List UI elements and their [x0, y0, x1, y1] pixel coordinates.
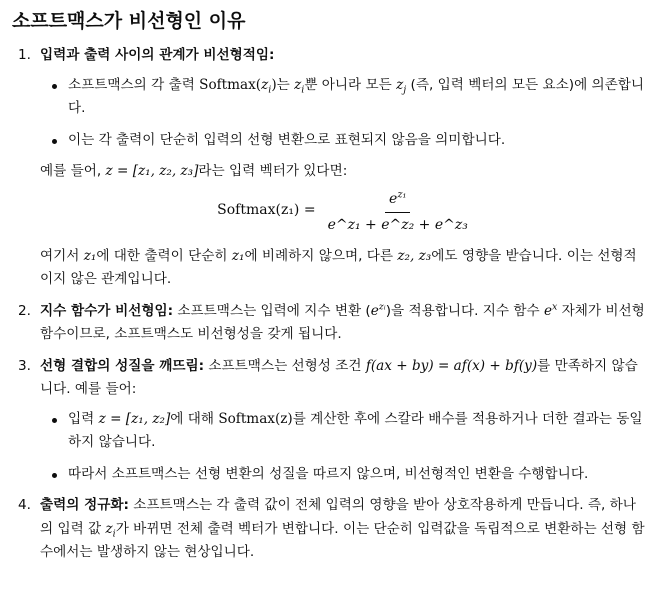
- bullet-item: 이는 각 출력이 단순히 입력의 선형 변환으로 표현되지 않음을 의미합니다.: [40, 129, 649, 153]
- bullet-item: 따라서 소프트맥스는 선형 변환의 성질을 따르지 않으며, 비선형적인 변환을 수행합니다.: [40, 463, 649, 487]
- reason-item-2: 2. 지수 함수가 비선형임: 소프트맥스는 입력에 지수 변환 $(e^{zᵢ})$을 적용합니다. 지수 함수 $e^x$ 자체가 비선형 함수이므로, 소프트맥스도 비선형성을 갖게 됩니다.: [18, 300, 645, 342]
- bullet-dot-icon: [52, 139, 57, 144]
- item-number: 4.: [18, 497, 31, 513]
- item-number: 2.: [18, 302, 31, 319]
- equation-lhs: Softmax(z₁) =: [217, 202, 316, 219]
- explanation-text: 여기서 z₁에 대한 출력이 단순히 z₁에 비례하지 않으며, 다른 z₂, z₃에도 영향을 받습니다. 이는 선형적이지 않은 관계입니다.: [40, 247, 637, 287]
- bullet-dot-icon: [52, 473, 57, 478]
- equation-numerator: $e^{z_1}$: [385, 188, 410, 213]
- bullet-list: [40, 74, 649, 153]
- item-number: 1.: [18, 47, 31, 63]
- equation-fraction: [324, 188, 472, 235]
- bullet-dot-icon: [52, 418, 57, 423]
- item-heading: 출력의 정규화:: [40, 497, 129, 513]
- bullet-list: [40, 408, 649, 487]
- reason-item-1: [12, 44, 649, 292]
- item-heading: 지수 함수가 비선형임:: [40, 302, 174, 319]
- example-text: 예를 들어, z = [z₁, z₂, z₃]라는 입력 벡터가 있다면:: [40, 163, 348, 179]
- equation-denominator: e^z₁ + e^z₂ + e^z₃: [327, 216, 468, 233]
- item-number: 3.: [18, 357, 31, 374]
- item-heading: 입력과 출력 사이의 관계가 비선형적임:: [40, 47, 275, 63]
- softmax-equation: [40, 188, 649, 235]
- bullet-dot-icon: [52, 84, 57, 89]
- reason-item-3: 3. 선형 결합의 성질을 깨뜨림: 소프트맥스는 선형성 조건 f(ax + by) = af(x) + bf(y)를 만족하지 않습니다. 예를 들어: 입력 z = [z₁, z₂]에 대해 Softmax(z)를 계산한 후에 스칼라 배수를 적용하거나 더한 결과는 동일하지 않습니다. 따라서 소프트맥스는 선형 변환의 성질을 따르지 않으며, 비선형적인 변환을 수행합니다.: [12, 355, 649, 487]
- reason-item-4: 4. 출력의 정규화: 소프트맥스는 각 출력 값이 전체 입력의 영향을 받아 상호작용하게 만듭니다. 즉, 하나의 입력 값 $z_i$가 바뀌면 전체 출력 벡터가 변합니다. 이는 단순히 입력값을 독립적으로 변환하는 선형 함수에서는 발생하지 않는 현상입니다.: [12, 494, 649, 565]
- bullet-item: 입력 z = [z₁, z₂]에 대해 Softmax(z)를 계산한 후에 스칼라 배수를 적용하거나 더한 결과는 동일하지 않습니다.: [40, 408, 649, 455]
- reason-list: [12, 44, 649, 565]
- bullet-item: 소프트맥스의 각 출력 $Softmax(z_i)$는 $z_i$뿐 아니라 모든 $z_j$ (즉, 입력 벡터의 모든 요소)에 의존합니다.: [40, 74, 649, 121]
- item-heading: 선형 결합의 성질을 깨뜨림:: [40, 357, 205, 374]
- section-title: 소프트맥스가 비선형인 이유: [12, 10, 246, 32]
